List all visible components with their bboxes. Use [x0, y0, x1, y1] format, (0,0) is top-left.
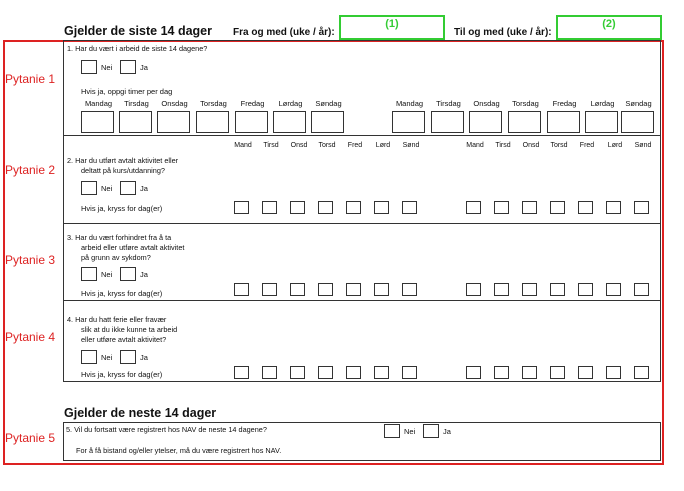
- q1-week1-hours-input[interactable]: [81, 111, 114, 133]
- q1-week2-dayname: Torsdag: [512, 99, 539, 108]
- q2-no-checkbox[interactable]: [81, 181, 97, 195]
- q3-week2-day-checkbox[interactable]: [606, 283, 621, 296]
- q2-week2-day-checkbox[interactable]: [522, 201, 537, 214]
- q2-week1-day-checkbox[interactable]: [262, 201, 277, 214]
- week2-short-dayname: Sønd: [634, 142, 652, 149]
- q1-week1-dayname: Fredag: [240, 99, 265, 108]
- week2-short-dayname: Mand: [466, 142, 484, 149]
- q4-week2-day-checkbox[interactable]: [550, 366, 565, 379]
- q4-week1-day-checkbox[interactable]: [318, 366, 333, 379]
- question-5-note: For å få bistand og/eller ytelser, må du være registrert hos NAV.: [76, 446, 282, 455]
- q2-week2-day-checkbox[interactable]: [466, 201, 481, 214]
- week2-short-dayname: Fred: [579, 142, 595, 149]
- week2-short-dayname: Torsd: [550, 142, 568, 149]
- q4-days-label: Hvis ja, kryss for dag(er): [81, 370, 163, 379]
- q3-week2-day-checkbox[interactable]: [578, 283, 593, 296]
- q3-week1-day-checkbox[interactable]: [346, 283, 361, 296]
- to-week-marker: (2): [602, 18, 616, 30]
- to-week-label: Til og med (uke / år):: [454, 27, 552, 38]
- q2-week1-day-checkbox[interactable]: [374, 201, 389, 214]
- q1-week2-hours-input[interactable]: [431, 111, 464, 133]
- annotation-question-2: Pytanie 2: [5, 163, 56, 177]
- q2-week2-day-checkbox[interactable]: [578, 201, 593, 214]
- week2-short-dayname: Onsd: [522, 142, 540, 149]
- q4-week1-day-checkbox[interactable]: [374, 366, 389, 379]
- divider: [63, 223, 661, 224]
- q2-yes-checkbox[interactable]: [120, 181, 136, 195]
- q3-no-label: Nei: [101, 270, 113, 279]
- q1-week2-hours-input[interactable]: [469, 111, 502, 133]
- week1-short-dayname: Onsd: [290, 142, 308, 149]
- section-title-next-14-days: Gjelder de neste 14 dager: [64, 406, 217, 420]
- q2-no-label: Nei: [101, 184, 113, 193]
- q1-week2-dayname: Fredag: [552, 99, 577, 108]
- q3-week1-day-checkbox[interactable]: [290, 283, 305, 296]
- question-4-text: 4. Har du hatt ferie eller fravær: [67, 315, 167, 324]
- q1-week2-dayname: Onsdag: [473, 99, 500, 108]
- question-1-text: 1. Har du vært i arbeid de siste 14 dagene?: [67, 44, 208, 53]
- question-4-text-cont: eller utføre avtalt aktivitet?: [81, 335, 167, 344]
- q2-week2-day-checkbox[interactable]: [550, 201, 565, 214]
- from-week-marker: (1): [385, 18, 399, 30]
- week1-short-dayname: Torsd: [318, 142, 336, 149]
- annotation-question-5: Pytanie 5: [5, 431, 56, 445]
- week1-short-dayname: Lørd: [375, 142, 391, 149]
- q1-week1-hours-input[interactable]: [119, 111, 152, 133]
- q4-week2-day-checkbox[interactable]: [494, 366, 509, 379]
- q4-yes-label: Ja: [140, 353, 148, 362]
- question-3-text-cont: arbeid eller utføre avtalt aktivitet: [81, 243, 185, 252]
- q3-week2-day-checkbox[interactable]: [634, 283, 649, 296]
- question-3-text: 3. Har du vært forhindret fra å ta: [67, 233, 172, 242]
- q2-week1-day-checkbox[interactable]: [402, 201, 417, 214]
- q3-week1-day-checkbox[interactable]: [318, 283, 333, 296]
- q4-week1-day-checkbox[interactable]: [402, 366, 417, 379]
- q2-week1-day-checkbox[interactable]: [318, 201, 333, 214]
- q2-week1-day-checkbox[interactable]: [234, 201, 249, 214]
- q3-week2-day-checkbox[interactable]: [522, 283, 537, 296]
- q4-no-checkbox[interactable]: [81, 350, 97, 364]
- q2-week2-day-checkbox[interactable]: [606, 201, 621, 214]
- q2-week1-day-checkbox[interactable]: [346, 201, 361, 214]
- week2-short-dayname: Tirsd: [495, 142, 511, 149]
- week2-short-dayname: Lørd: [607, 142, 623, 149]
- week1-short-dayname: Tirsd: [263, 142, 279, 149]
- q4-week2-day-checkbox[interactable]: [606, 366, 621, 379]
- q3-week1-day-checkbox[interactable]: [234, 283, 249, 296]
- q1-week2-dayname: Tirsdag: [436, 99, 461, 108]
- q3-week1-day-checkbox[interactable]: [262, 283, 277, 296]
- q3-week2-day-checkbox[interactable]: [466, 283, 481, 296]
- question-2-text: 2. Har du utført avtalt aktivitet eller: [67, 156, 179, 165]
- q4-week2-day-checkbox[interactable]: [578, 366, 593, 379]
- q1-week2-dayname: Lørdag: [590, 99, 615, 108]
- q4-no-label: Nei: [101, 353, 113, 362]
- q1-week2-hours-input[interactable]: [508, 111, 541, 133]
- q5-no-checkbox[interactable]: [384, 424, 400, 438]
- q4-week2-day-checkbox[interactable]: [522, 366, 537, 379]
- question-4-text-cont: slik at du ikke kunne ta arbeid: [81, 325, 178, 334]
- q1-week1-dayname: Lørdag: [278, 99, 303, 108]
- q2-week2-day-checkbox[interactable]: [634, 201, 649, 214]
- annotation-question-4: Pytanie 4: [5, 330, 56, 344]
- q1-week1-dayname: Mandag: [84, 99, 113, 108]
- q3-no-checkbox[interactable]: [81, 267, 97, 281]
- q1-week2-hours-input[interactable]: [392, 111, 425, 133]
- q4-week1-day-checkbox[interactable]: [234, 366, 249, 379]
- q5-no-label: Nei: [404, 427, 416, 436]
- q3-week1-day-checkbox[interactable]: [374, 283, 389, 296]
- divider: [63, 135, 661, 136]
- annotation-question-1: Pytanie 1: [5, 72, 56, 86]
- q1-week1-dayname: Søndag: [315, 99, 342, 108]
- q4-yes-checkbox[interactable]: [120, 350, 136, 364]
- q1-no-checkbox[interactable]: [81, 60, 97, 74]
- q2-week1-day-checkbox[interactable]: [290, 201, 305, 214]
- q1-week1-hours-input[interactable]: [273, 111, 306, 133]
- q5-yes-label: Ja: [443, 427, 451, 436]
- from-week-field[interactable]: [339, 15, 445, 40]
- question-3-text-cont: på grunn av sykdom?: [81, 253, 151, 262]
- q4-week2-day-checkbox[interactable]: [466, 366, 481, 379]
- to-week-field[interactable]: [556, 15, 662, 40]
- q3-yes-checkbox[interactable]: [120, 267, 136, 281]
- q1-yes-checkbox[interactable]: [120, 60, 136, 74]
- q3-week2-day-checkbox[interactable]: [550, 283, 565, 296]
- q5-yes-checkbox[interactable]: [423, 424, 439, 438]
- week1-short-dayname: Sønd: [402, 142, 420, 149]
- q4-week1-day-checkbox[interactable]: [262, 366, 277, 379]
- week1-short-dayname: Fred: [347, 142, 363, 149]
- q1-week1-hours-input[interactable]: [157, 111, 190, 133]
- q1-hours-label: Hvis ja, oppgi timer per dag: [81, 87, 173, 96]
- week1-short-dayname: Mand: [234, 142, 252, 149]
- question-5-text: 5. Vil du fortsatt være registrert hos NAV de neste 14 dagene?: [66, 425, 267, 434]
- q1-week2-hours-input[interactable]: [621, 111, 654, 133]
- q1-week1-dayname: Onsdag: [161, 99, 188, 108]
- q2-yes-label: Ja: [140, 184, 148, 193]
- q4-week1-day-checkbox[interactable]: [290, 366, 305, 379]
- section-title-last-14-days: Gjelder de siste 14 dager: [64, 24, 212, 38]
- q1-yes-label: Ja: [140, 63, 148, 72]
- from-week-label: Fra og med (uke / år):: [233, 27, 335, 38]
- annotation-question-3: Pytanie 3: [5, 253, 56, 267]
- q3-days-label: Hvis ja, kryss for dag(er): [81, 289, 163, 298]
- q1-week1-hours-input[interactable]: [235, 111, 268, 133]
- q4-week1-day-checkbox[interactable]: [346, 366, 361, 379]
- q1-week2-dayname: Søndag: [625, 99, 652, 108]
- q1-week2-dayname: Mandag: [395, 99, 424, 108]
- q1-week2-hours-input[interactable]: [547, 111, 580, 133]
- divider: [63, 300, 661, 301]
- q1-week1-dayname: Tirsdag: [124, 99, 149, 108]
- q3-week2-day-checkbox[interactable]: [494, 283, 509, 296]
- q2-days-label: Hvis ja, kryss for dag(er): [81, 204, 163, 213]
- q3-yes-label: Ja: [140, 270, 148, 279]
- q2-week2-day-checkbox[interactable]: [494, 201, 509, 214]
- q3-week1-day-checkbox[interactable]: [402, 283, 417, 296]
- question-2-text-cont: deltatt på kurs/utdanning?: [81, 166, 165, 175]
- q1-week2-hours-input[interactable]: [585, 111, 618, 133]
- q1-no-label: Nei: [101, 63, 113, 72]
- q1-week1-dayname: Torsdag: [200, 99, 227, 108]
- q1-week1-hours-input[interactable]: [196, 111, 229, 133]
- q4-week2-day-checkbox[interactable]: [634, 366, 649, 379]
- q1-week1-hours-input[interactable]: [311, 111, 344, 133]
